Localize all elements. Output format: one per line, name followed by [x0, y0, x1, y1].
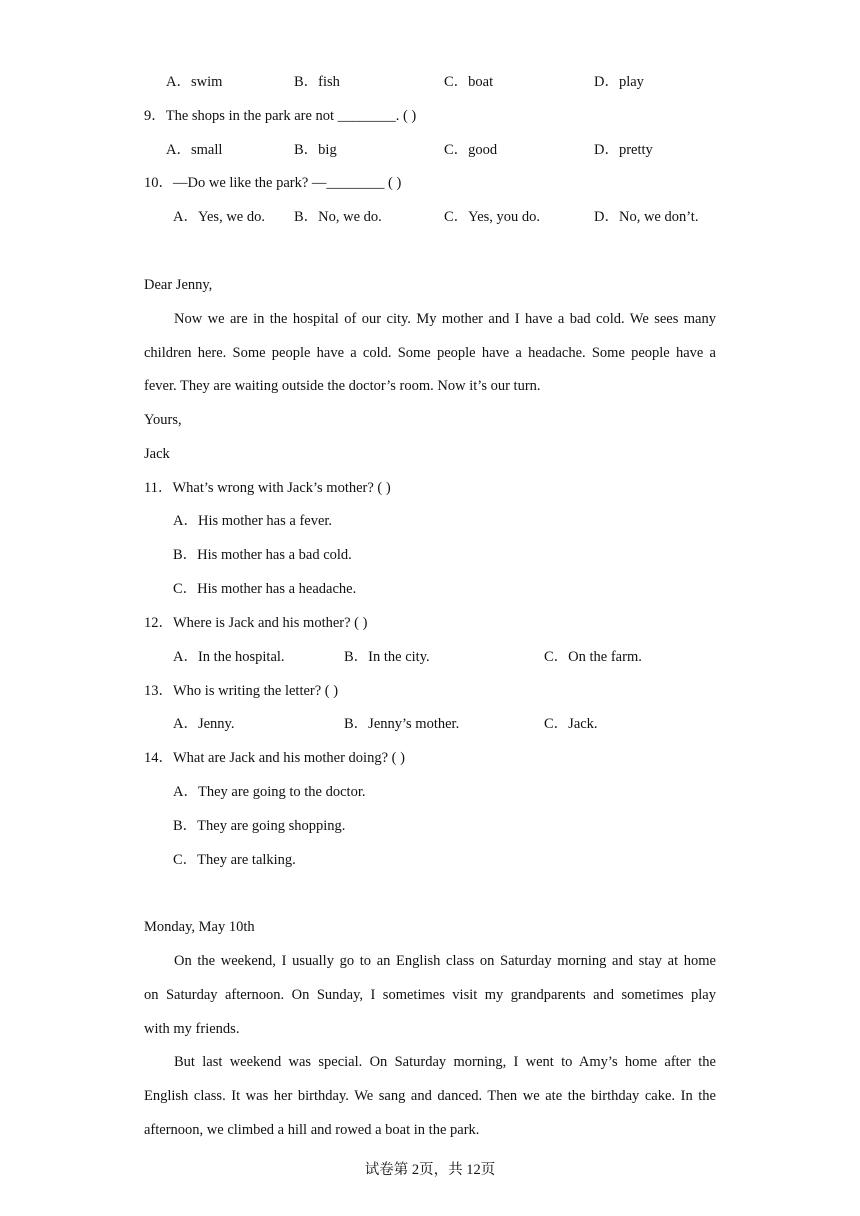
diary-p1-line-2: on Saturday afternoon. On Sunday, I sometimes visit my grandparents and sometimes play — [144, 987, 716, 1003]
q8-option-b: B．fish — [294, 74, 340, 90]
q9-option-d: D．pretty — [594, 142, 653, 158]
q8-option-c: C．boat — [444, 74, 494, 90]
q14-stem: 14．What are Jack and his mother doing? ( ) — [144, 750, 405, 766]
q10-option-b: B．No, we do. — [294, 209, 382, 225]
q11-option-a: A．His mother has a fever. — [173, 513, 333, 529]
q13-option-c: C．Jack. — [544, 716, 598, 732]
q11-option-c: C．His mother has a headache. — [173, 581, 357, 597]
diary-p2-line-2: English class. It was her birthday. We sang and danced. Then we ate the birthday cake. In the — [144, 1088, 716, 1104]
q10-option-c: C．Yes, you do. — [444, 209, 541, 225]
diary-p2-line-1: But last weekend was special. On Saturday morning, I went to Amy’s home after the — [174, 1054, 716, 1070]
q14-option-a: A．They are going to the doctor. — [173, 784, 366, 800]
diary-p1-line-1: On the weekend, I usually go to an English class on Saturday morning and stay at home — [174, 953, 716, 969]
q8-option-d: D．play — [594, 74, 644, 90]
letter-line-2: children here. Some people have a cold. Some people have a headache. Some people have a — [144, 345, 716, 361]
letter-greeting: Dear Jenny, — [144, 277, 213, 293]
letter-signature: Jack — [144, 446, 170, 462]
q12-option-b: B．In the city. — [344, 649, 430, 665]
diary-date: Monday, May 10th — [144, 919, 255, 935]
q10-stem: 10．—Do we like the park? —________ ( ) — [144, 175, 402, 191]
q14-option-b: B．They are going shopping. — [173, 818, 346, 834]
letter-line-1: Now we are in the hospital of our city. My mother and I have a bad cold. We sees many — [174, 311, 716, 327]
q12-stem: 12．Where is Jack and his mother? ( ) — [144, 615, 368, 631]
diary-p1-line-3: with my friends. — [144, 1021, 240, 1037]
q12-option-a: A．In the hospital. — [173, 649, 285, 665]
q13-option-b: B．Jenny’s mother. — [344, 716, 460, 732]
q13-stem: 13．Who is writing the letter? ( ) — [144, 683, 339, 699]
page-footer: 试卷第 2页，共 12页 — [364, 1162, 496, 1178]
q9-option-c: C．good — [444, 142, 498, 158]
letter-closing: Yours, — [144, 412, 182, 428]
q11-stem: 11．What’s wrong with Jack’s mother? ( ) — [144, 480, 391, 496]
q8-option-a: A．swim — [166, 74, 223, 90]
q13-option-a: A．Jenny. — [173, 716, 235, 732]
q9-option-b: B．big — [294, 142, 337, 158]
q12-option-c: C．On the farm. — [544, 649, 642, 665]
q9-option-a: A．small — [166, 142, 223, 158]
q9-stem: 9．The shops in the park are not ________. ( ) — [144, 108, 417, 124]
q10-option-d: D．No, we don’t. — [594, 209, 699, 225]
diary-p2-line-3: afternoon, we climbed a hill and rowed a boat in the park. — [144, 1122, 480, 1138]
q10-option-a: A．Yes, we do. — [173, 209, 265, 225]
q11-option-b: B．His mother has a bad cold. — [173, 547, 352, 563]
letter-line-3: fever. They are waiting outside the doctor’s room. Now it’s our turn. — [144, 378, 541, 394]
q14-option-c: C．They are talking. — [173, 852, 296, 868]
